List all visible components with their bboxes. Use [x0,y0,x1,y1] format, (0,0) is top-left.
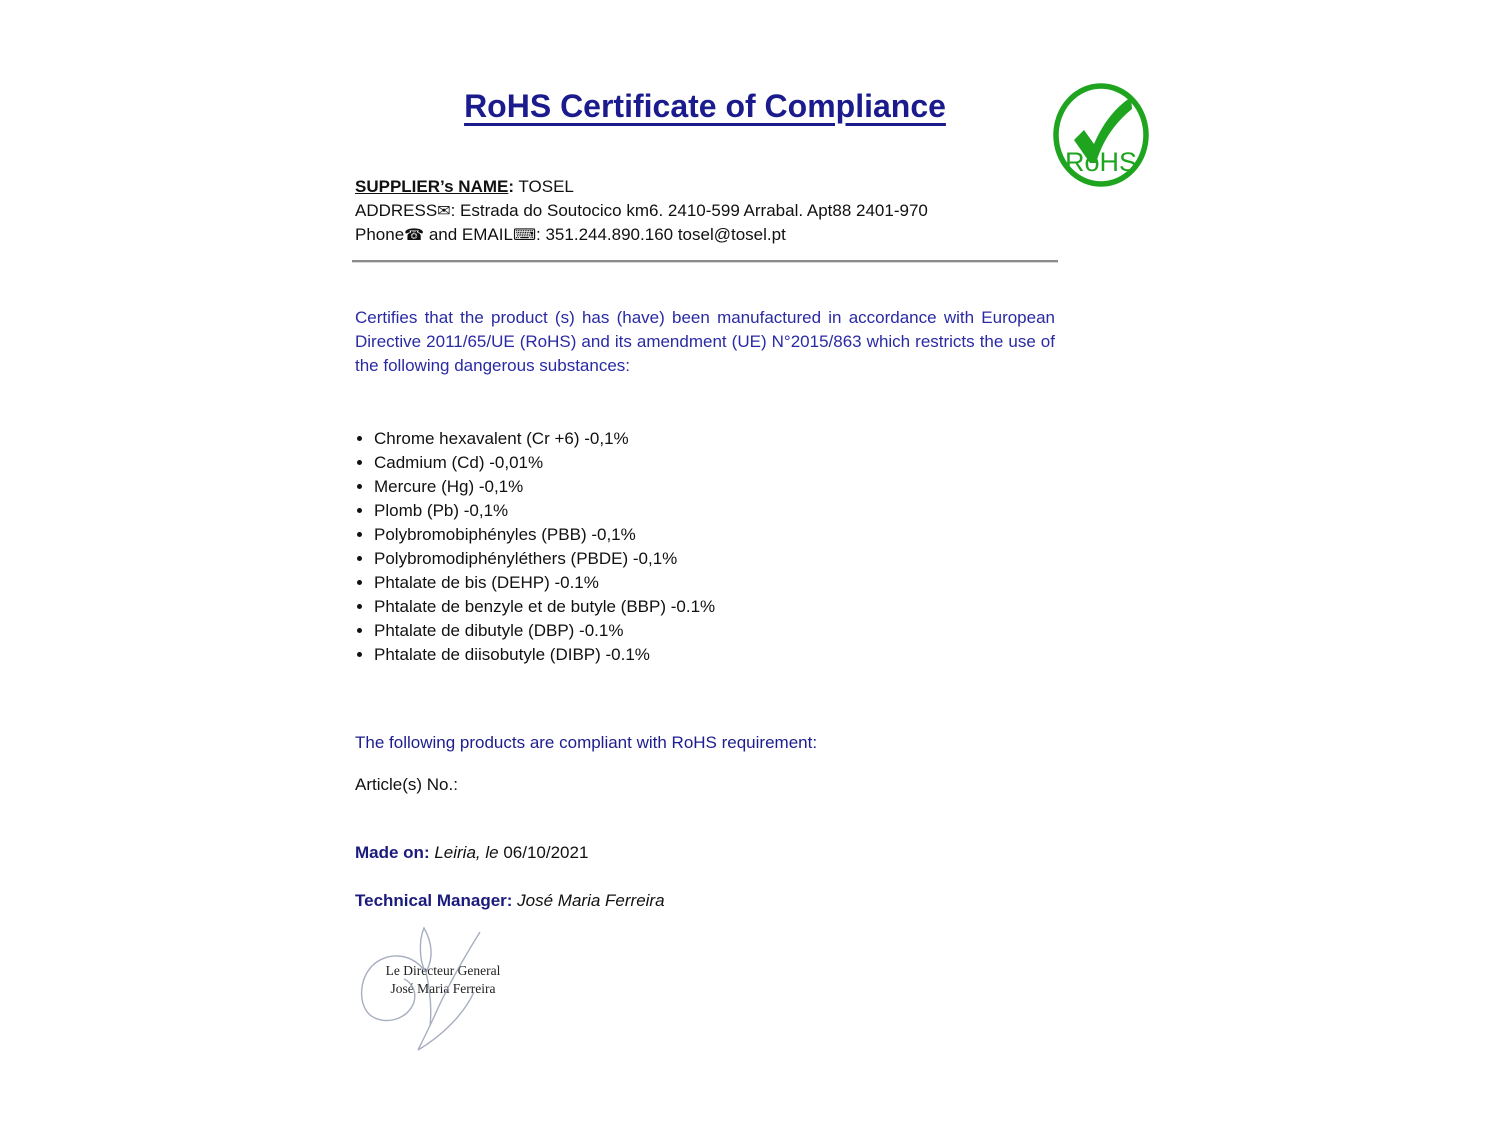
substance-item: • Plomb (Pb) -0,1% [374,499,1074,523]
article-number-label: Article(s) No.: [355,775,458,794]
substance-item: • Polybromodiphényléthers (PBDE) -0,1% [374,547,1074,571]
certification-paragraph: Certifies that the product (s) has (have) been manufactured in accordance with European Directive 2011/65/UE (RoHS) and its amendment (UE) N°2015/863 which restricts the use of the following dangerous substances: [355,308,1055,375]
technical-manager-label: Technical Manager: [355,891,513,910]
substance-item: • Phtalate de bis (DEHP) -0.1% [374,571,1074,595]
envelope-icon: ✉ [437,201,451,220]
supplier-address-line [355,199,1075,223]
made-on-place: Leiria, le [429,843,504,862]
supplier-name-line [355,175,1075,199]
made-on-line [355,843,1055,863]
section-divider [352,260,1058,263]
signature-line1: Le Directeur General [385,963,501,978]
contact-value: : 351.244.890.160 tosel@tosel.pt [536,225,786,244]
substance-item: • Phtalate de benzyle et de butyle (BBP) -0.1% [374,595,1074,619]
supplier-name-value: TOSEL [514,177,574,196]
page-title: RoHS Certificate of Compliance [464,88,946,124]
substance-item: • Cadmium (Cd) -0,01% [374,451,1074,475]
supplier-name-label: SUPPLIER’s NAME [355,177,509,196]
address-label: ADDRESS [355,201,438,220]
technical-manager-name: José Maria Ferreira [512,891,665,910]
phone-icon: ☎ [404,225,425,244]
made-on-date: 06/10/2021 [503,843,589,862]
substances-list [358,427,1074,667]
substance-item: • Chrome hexavalent (Cr +6) -0,1% [374,427,1074,451]
made-on-label: Made on: [355,843,430,862]
technical-manager-line [355,891,1055,911]
supplier-name-colon: : [508,177,515,196]
supplier-info [355,175,1075,247]
signature-scribble-icon [358,922,558,1057]
signature-block [358,922,558,1057]
rohs-logo [1051,82,1151,188]
signature-line2: José Maria Ferreira [390,981,496,996]
substance-item: • Phtalate de diisobutyle (DIBP) -0.1% [374,643,1074,667]
rohs-logo-label: RoHS [1064,147,1138,177]
substance-item: • Mercure (Hg) -0,1% [374,475,1074,499]
supplier-contact-line [355,223,1075,247]
and-email-label: and EMAIL [424,225,513,244]
phone-label: Phone [355,225,405,244]
compliance-statement: The following products are compliant with RoHS requirement: [355,733,818,752]
substance-item: • Phtalate de dibutyle (DBP) -0.1% [374,619,1074,643]
address-value: : Estrada do Soutocico km6. 2410-599 Arrabal. Apt88 2401-970 [450,201,928,220]
keyboard-icon: ⌨ [512,225,537,244]
substance-item: • Polybromobiphényles (PBB) -0,1% [374,523,1074,547]
